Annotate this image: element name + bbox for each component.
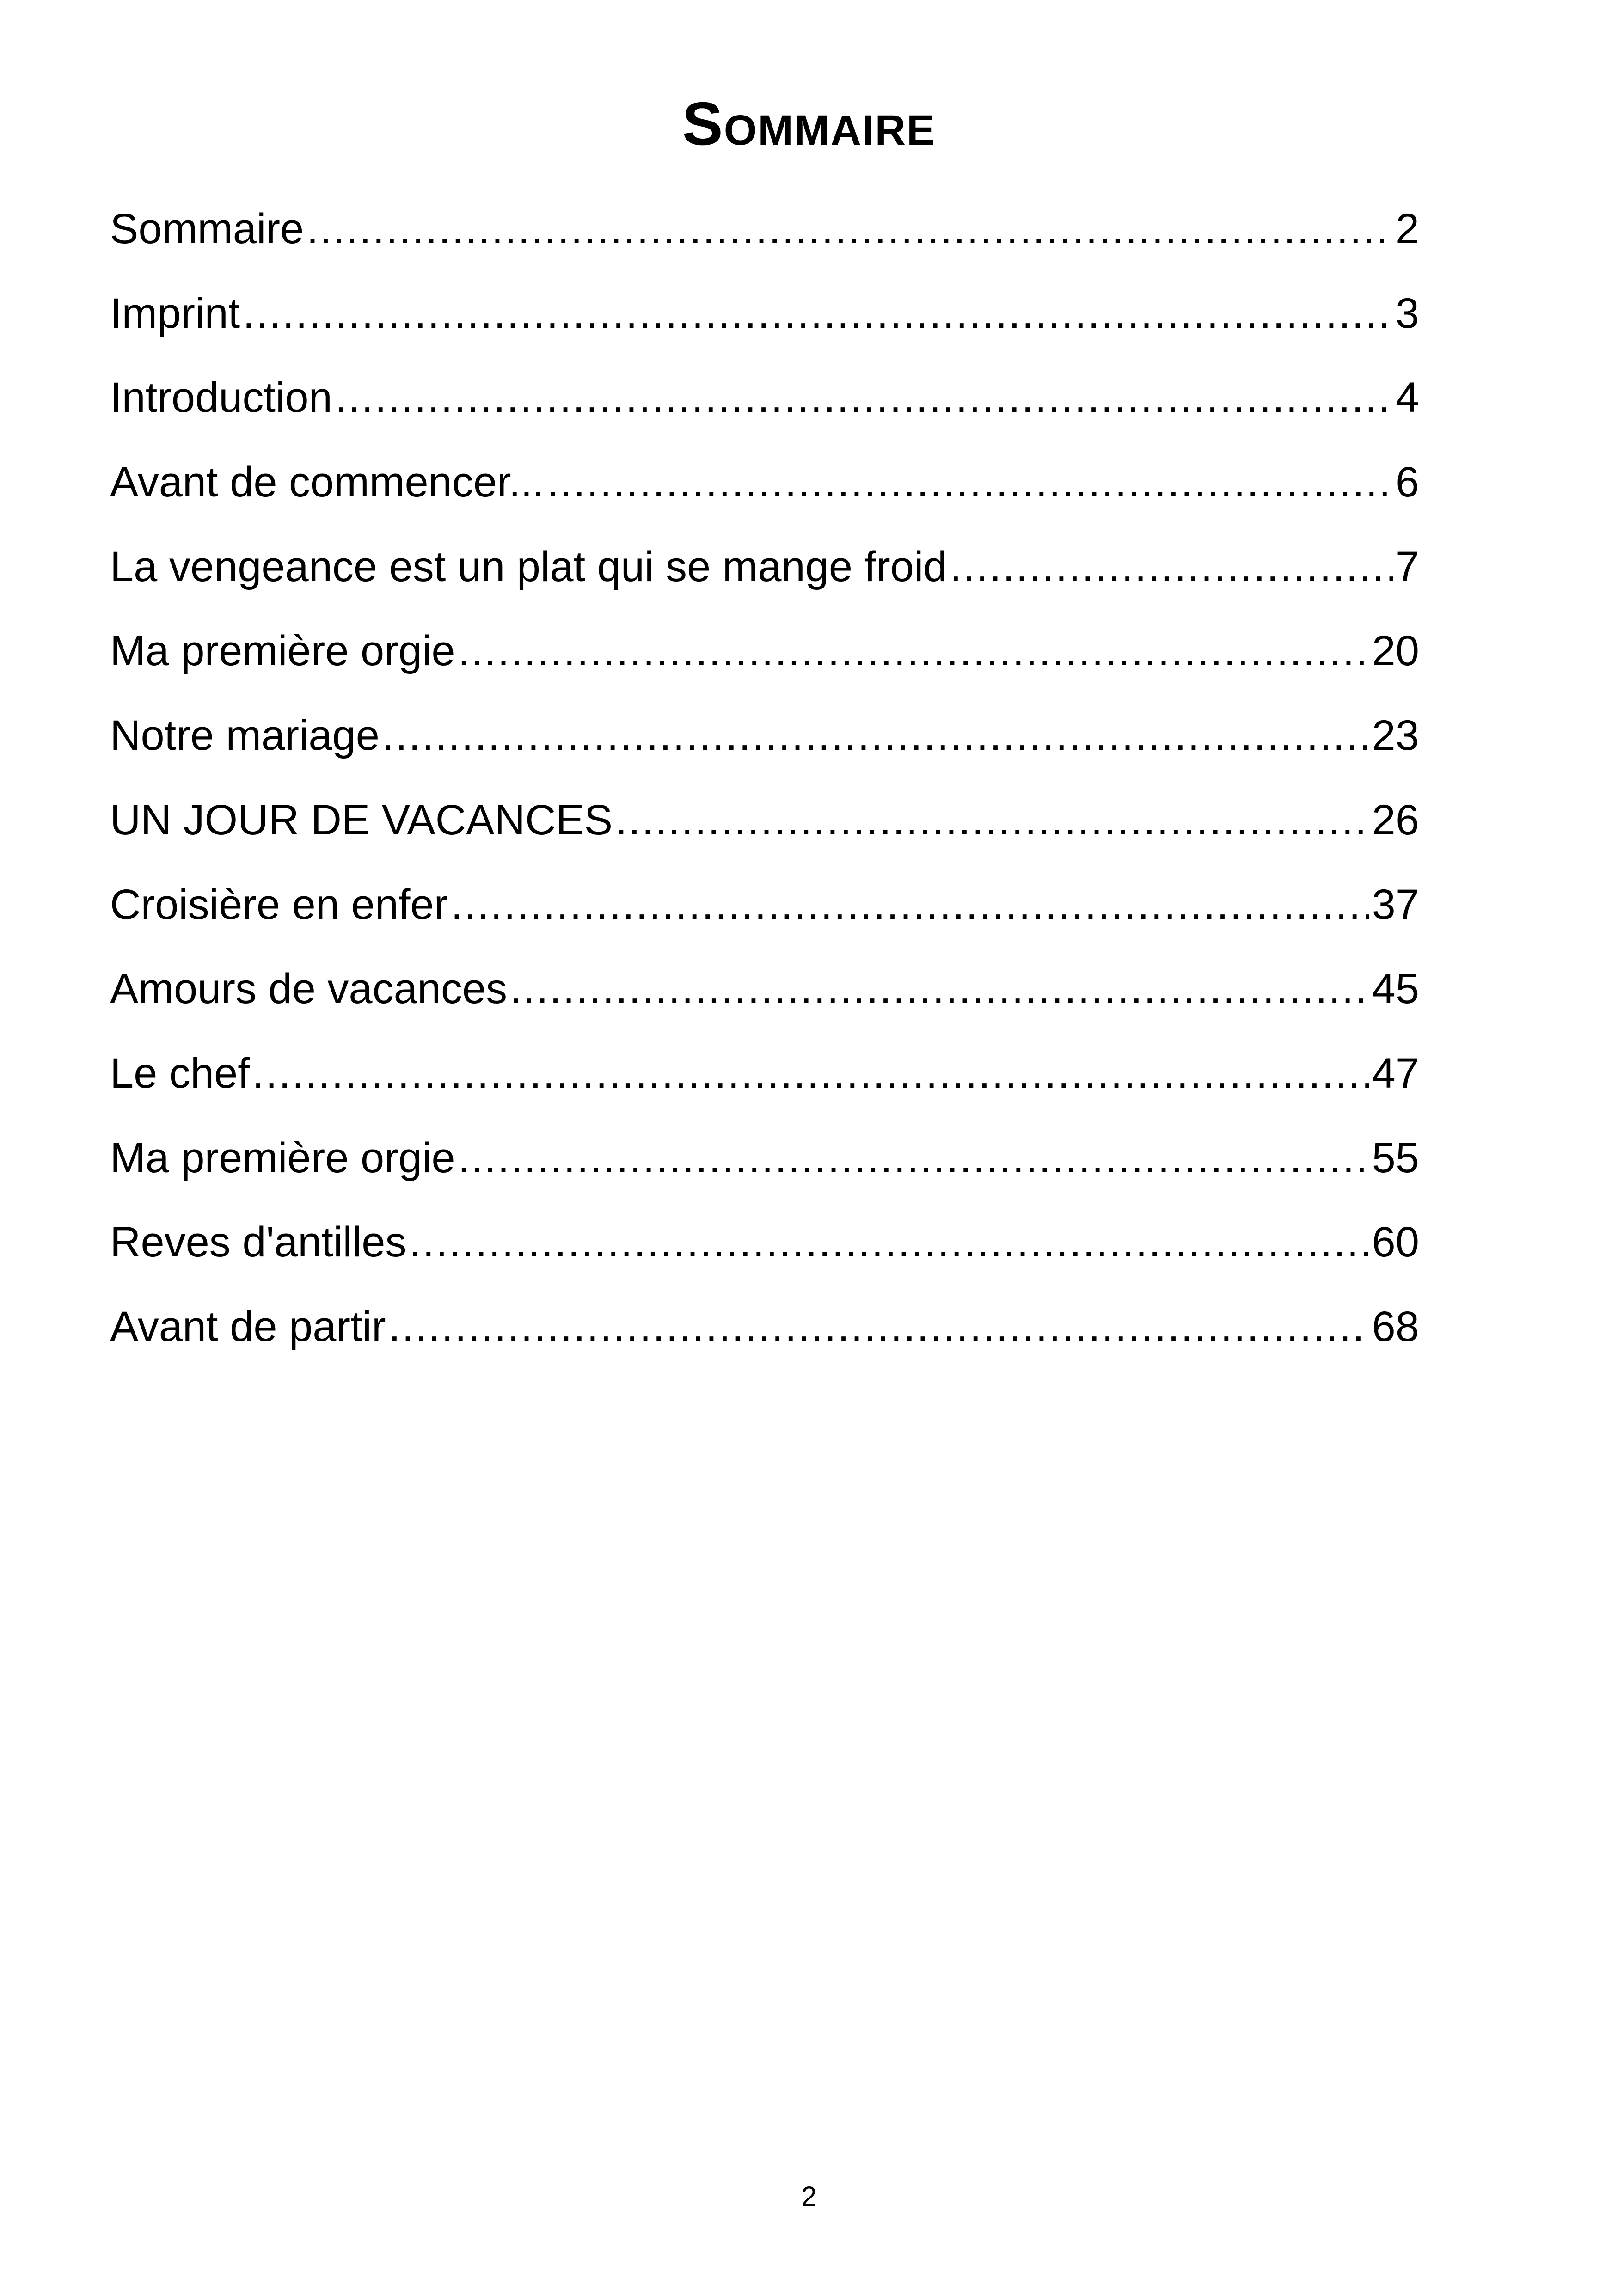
page-title: Sommaire — [682, 90, 936, 158]
toc-entry-page: 7 — [1395, 543, 1419, 590]
toc-entry-label: Sommaire — [110, 205, 304, 252]
toc-entry[interactable] — [110, 621, 1419, 705]
toc-dot-leader — [252, 1043, 1369, 1103]
toc-entry-page: 45 — [1372, 965, 1419, 1013]
toc-dot-leader — [409, 1212, 1369, 1272]
toc-entry-label: Ma première orgie — [110, 1134, 455, 1182]
toc-entry-label: UN JOUR DE VACANCES — [110, 796, 613, 844]
toc-dot-leader — [306, 199, 1393, 259]
toc-entry[interactable] — [110, 1297, 1419, 1381]
toc-entry-page: 60 — [1372, 1218, 1419, 1266]
toc-dot-leader — [458, 1128, 1369, 1188]
toc-entry[interactable] — [110, 959, 1419, 1043]
toc-entry[interactable] — [110, 367, 1419, 452]
toc-entry-label: Introduction — [110, 374, 332, 422]
toc-entry-label: Le chef — [110, 1049, 250, 1097]
toc-dot-leader — [950, 537, 1393, 597]
toc-entry-label: Notre mariage — [110, 712, 380, 759]
toc-dot-leader — [243, 283, 1393, 343]
toc-dot-leader — [458, 621, 1369, 681]
toc-entry-page: 23 — [1372, 712, 1419, 759]
toc-entry-page: 3 — [1395, 289, 1419, 337]
toc-entry-page: 26 — [1372, 796, 1419, 844]
toc-entry-label: Imprint — [110, 289, 240, 337]
toc-entry[interactable] — [110, 537, 1419, 621]
toc-entry-page: 47 — [1372, 1049, 1419, 1097]
toc-entry-label: Ma première orgie — [110, 627, 455, 675]
toc-entry[interactable] — [110, 199, 1419, 283]
toc-entry-label: Avant de partir — [110, 1303, 386, 1350]
toc-entry[interactable] — [110, 452, 1419, 537]
toc-entry-label: Croisière en enfer — [110, 881, 448, 928]
toc-entry[interactable] — [110, 705, 1419, 790]
toc-entry[interactable] — [110, 1128, 1419, 1212]
toc-entry[interactable] — [110, 790, 1419, 875]
toc-entry-label: Avant de commencer... — [110, 459, 545, 506]
toc-dot-leader — [510, 959, 1369, 1019]
toc-entry[interactable] — [110, 283, 1419, 368]
toc-entry-page: 20 — [1372, 627, 1419, 675]
toc-entry-page: 6 — [1395, 459, 1419, 506]
toc-dot-leader — [335, 367, 1393, 428]
toc-dot-leader — [615, 790, 1369, 850]
toc-entry-label: Amours de vacances — [110, 965, 508, 1013]
toc-entry-label: Reves d'antilles — [110, 1218, 407, 1266]
toc-entry-page: 68 — [1372, 1303, 1419, 1350]
toc-entry-label: La vengeance est un plat qui se mange froid — [110, 543, 947, 590]
toc-dot-leader — [382, 705, 1369, 765]
toc-dot-leader — [547, 452, 1393, 512]
table-of-contents — [110, 199, 1419, 1381]
toc-entry-page: 37 — [1372, 881, 1419, 928]
page-number: 2 — [801, 2181, 817, 2212]
toc-dot-leader — [389, 1297, 1369, 1357]
toc-entry[interactable] — [110, 875, 1419, 959]
toc-entry-page: 55 — [1372, 1134, 1419, 1182]
toc-entry[interactable] — [110, 1212, 1419, 1297]
toc-entry-page: 4 — [1395, 374, 1419, 422]
toc-entry-page: 2 — [1395, 205, 1419, 252]
toc-dot-leader — [451, 875, 1369, 935]
toc-entry[interactable] — [110, 1043, 1419, 1128]
